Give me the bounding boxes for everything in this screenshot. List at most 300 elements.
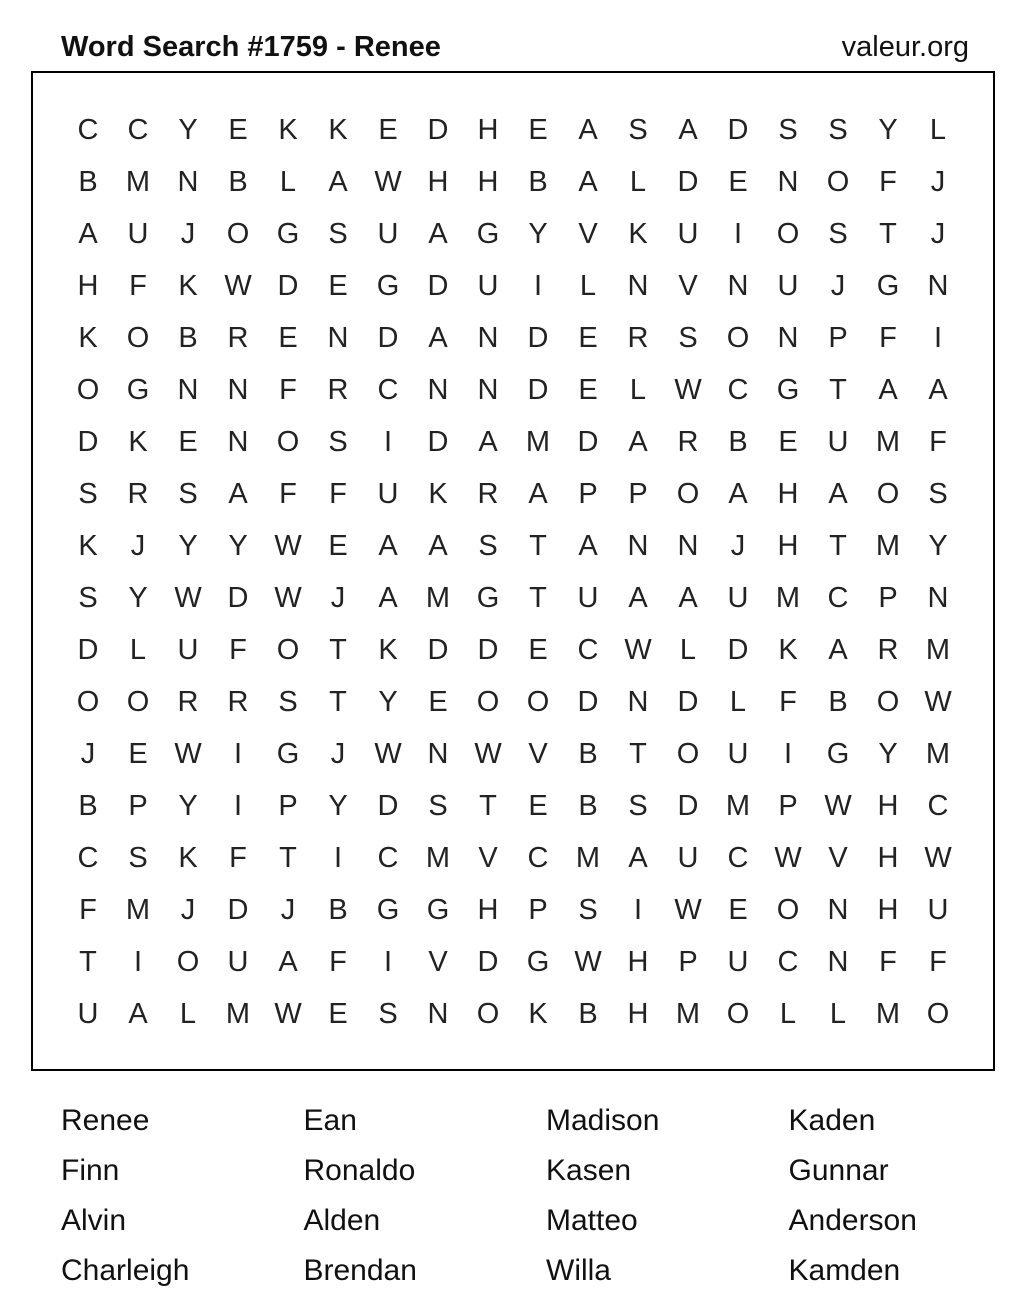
grid-letter[interactable]: I (733, 218, 743, 250)
grid-letter[interactable]: M (225, 998, 251, 1030)
grid-letter[interactable]: J (930, 166, 946, 198)
grid-letter[interactable]: N (627, 686, 649, 718)
grid-letter[interactable]: A (478, 426, 498, 458)
grid-letter[interactable]: S (628, 114, 648, 146)
grid-letter[interactable]: T (329, 686, 347, 718)
grid-letter[interactable]: P (578, 478, 598, 510)
grid-letter[interactable]: H (477, 114, 499, 146)
grid-letter[interactable]: U (127, 218, 149, 250)
grid-letter[interactable]: D (377, 790, 399, 822)
grid-letter[interactable]: W (274, 530, 302, 562)
grid-letter[interactable]: G (126, 374, 150, 406)
grid-letter[interactable]: Y (178, 530, 198, 562)
grid-letter[interactable]: D (677, 790, 699, 822)
grid-letter[interactable]: U (477, 270, 499, 302)
grid-letter[interactable]: R (877, 634, 899, 666)
grid-letter[interactable]: A (928, 374, 948, 406)
grid-letter[interactable]: W (924, 842, 952, 874)
grid-letter[interactable]: M (675, 998, 701, 1030)
grid-letter[interactable]: F (279, 374, 297, 406)
grid-letter[interactable]: V (678, 270, 698, 302)
grid-letter[interactable]: V (578, 218, 598, 250)
grid-letter[interactable]: A (678, 114, 698, 146)
grid-letter[interactable]: C (927, 790, 949, 822)
grid-letter[interactable]: L (779, 998, 797, 1030)
grid-letter[interactable]: T (879, 218, 897, 250)
grid-letter[interactable]: J (80, 738, 96, 770)
grid-letter[interactable]: A (628, 582, 648, 614)
grid-letter[interactable]: A (428, 530, 448, 562)
grid-letter[interactable]: A (278, 946, 298, 978)
grid-letter[interactable]: N (427, 374, 449, 406)
grid-letter[interactable]: W (674, 894, 702, 926)
grid-letter[interactable]: O (126, 686, 150, 718)
grid-letter[interactable]: T (829, 530, 847, 562)
grid-letter[interactable]: K (328, 114, 348, 146)
grid-letter[interactable]: P (628, 478, 648, 510)
grid-letter[interactable]: N (777, 322, 799, 354)
grid-letter[interactable]: M (875, 998, 901, 1030)
grid-letter[interactable]: K (128, 426, 148, 458)
grid-letter[interactable]: E (528, 790, 548, 822)
grid-letter[interactable]: W (374, 166, 402, 198)
grid-letter[interactable]: Y (328, 790, 348, 822)
grid-letter[interactable]: J (180, 894, 196, 926)
grid-letter[interactable]: F (329, 946, 347, 978)
grid-letter[interactable]: F (79, 894, 97, 926)
grid-letter[interactable]: L (629, 166, 647, 198)
grid-letter[interactable]: J (130, 530, 146, 562)
grid-letter[interactable]: W (274, 582, 302, 614)
grid-letter[interactable]: J (930, 218, 946, 250)
grid-letter[interactable]: T (79, 946, 97, 978)
grid-letter[interactable]: N (177, 166, 199, 198)
grid-letter[interactable]: R (177, 686, 199, 718)
grid-letter[interactable]: U (727, 738, 749, 770)
grid-letter[interactable]: D (527, 322, 549, 354)
grid-letter[interactable]: S (778, 114, 798, 146)
grid-letter[interactable]: H (777, 530, 799, 562)
grid-letter[interactable]: K (178, 842, 198, 874)
grid-letter[interactable]: O (826, 166, 850, 198)
grid-letter[interactable]: G (476, 582, 500, 614)
grid-letter[interactable]: T (629, 738, 647, 770)
grid-letter[interactable]: O (126, 322, 150, 354)
grid-letter[interactable]: M (425, 842, 451, 874)
grid-letter[interactable]: L (579, 270, 597, 302)
grid-letter[interactable]: A (628, 842, 648, 874)
grid-letter[interactable]: Y (528, 218, 548, 250)
grid-letter[interactable]: H (877, 842, 899, 874)
grid-letter[interactable]: G (376, 894, 400, 926)
grid-letter[interactable]: W (274, 998, 302, 1030)
grid-letter[interactable]: I (383, 426, 393, 458)
grid-letter[interactable]: T (329, 634, 347, 666)
grid-letter[interactable]: O (476, 998, 500, 1030)
grid-letter[interactable]: I (383, 946, 393, 978)
grid-letter[interactable]: C (377, 842, 399, 874)
grid-letter[interactable]: T (279, 842, 297, 874)
grid-letter[interactable]: J (830, 270, 846, 302)
grid-letter[interactable]: S (678, 322, 698, 354)
grid-letter[interactable]: G (826, 738, 850, 770)
grid-letter[interactable]: C (727, 842, 749, 874)
grid-letter[interactable]: Y (928, 530, 948, 562)
grid-letter[interactable]: U (177, 634, 199, 666)
grid-letter[interactable]: S (628, 790, 648, 822)
grid-letter[interactable]: D (527, 374, 549, 406)
grid-letter[interactable]: K (378, 634, 398, 666)
grid-letter[interactable]: U (77, 998, 99, 1030)
grid-letter[interactable]: P (528, 894, 548, 926)
grid-letter[interactable]: E (578, 322, 598, 354)
grid-letter[interactable]: G (276, 218, 300, 250)
grid-letter[interactable]: E (528, 634, 548, 666)
grid-letter[interactable]: C (827, 582, 849, 614)
grid-letter[interactable]: D (277, 270, 299, 302)
grid-letter[interactable]: S (478, 530, 498, 562)
grid-letter[interactable]: B (578, 790, 598, 822)
grid-letter[interactable]: U (727, 946, 749, 978)
grid-letter[interactable]: L (729, 686, 747, 718)
grid-letter[interactable]: S (428, 790, 448, 822)
grid-letter[interactable]: C (77, 842, 99, 874)
grid-letter[interactable]: M (875, 530, 901, 562)
grid-letter[interactable]: D (427, 114, 449, 146)
grid-letter[interactable]: V (428, 946, 448, 978)
grid-letter[interactable]: P (828, 322, 848, 354)
grid-letter[interactable]: U (677, 218, 699, 250)
grid-letter[interactable]: C (77, 114, 99, 146)
grid-letter[interactable]: O (676, 738, 700, 770)
grid-letter[interactable]: V (478, 842, 498, 874)
grid-letter[interactable]: N (427, 998, 449, 1030)
grid-letter[interactable]: N (927, 270, 949, 302)
grid-letter[interactable]: G (376, 270, 400, 302)
grid-letter[interactable]: F (279, 478, 297, 510)
grid-letter[interactable]: F (229, 634, 247, 666)
grid-letter[interactable]: J (730, 530, 746, 562)
grid-letter[interactable]: A (528, 478, 548, 510)
grid-letter[interactable]: F (929, 426, 947, 458)
grid-letter[interactable]: A (328, 166, 348, 198)
grid-letter[interactable]: V (528, 738, 548, 770)
grid-letter[interactable]: E (328, 270, 348, 302)
grid-letter[interactable]: U (577, 582, 599, 614)
grid-letter[interactable]: G (526, 946, 550, 978)
grid-letter[interactable]: B (78, 790, 98, 822)
grid-letter[interactable]: F (779, 686, 797, 718)
grid-letter[interactable]: S (328, 426, 348, 458)
grid-letter[interactable]: Y (178, 790, 198, 822)
grid-letter[interactable]: K (78, 530, 98, 562)
grid-letter[interactable]: D (577, 686, 599, 718)
grid-letter[interactable]: D (377, 322, 399, 354)
grid-letter[interactable]: F (229, 842, 247, 874)
grid-letter[interactable]: R (127, 478, 149, 510)
grid-letter[interactable]: A (128, 998, 148, 1030)
grid-letter[interactable]: C (127, 114, 149, 146)
grid-letter[interactable]: H (477, 894, 499, 926)
grid-letter[interactable]: M (575, 842, 601, 874)
grid-letter[interactable]: N (627, 270, 649, 302)
grid-letter[interactable]: U (827, 426, 849, 458)
grid-letter[interactable]: I (233, 790, 243, 822)
grid-letter[interactable]: B (578, 998, 598, 1030)
grid-letter[interactable]: R (677, 426, 699, 458)
grid-letter[interactable]: J (330, 582, 346, 614)
grid-letter[interactable]: S (128, 842, 148, 874)
grid-letter[interactable]: W (474, 738, 502, 770)
grid-letter[interactable]: N (727, 270, 749, 302)
grid-letter[interactable]: L (929, 114, 947, 146)
grid-letter[interactable]: L (129, 634, 147, 666)
grid-letter[interactable]: B (78, 166, 98, 198)
grid-letter[interactable]: M (125, 166, 151, 198)
grid-letter[interactable]: F (879, 166, 897, 198)
grid-letter[interactable]: B (528, 166, 548, 198)
grid-letter[interactable]: K (628, 218, 648, 250)
grid-letter[interactable]: S (578, 894, 598, 926)
grid-letter[interactable]: D (477, 634, 499, 666)
grid-letter[interactable]: A (578, 166, 598, 198)
grid-letter[interactable]: B (328, 894, 348, 926)
grid-letter[interactable]: V (828, 842, 848, 874)
grid-letter[interactable]: E (528, 114, 548, 146)
grid-letter[interactable]: N (477, 374, 499, 406)
grid-letter[interactable]: O (276, 426, 300, 458)
grid-letter[interactable]: I (933, 322, 943, 354)
grid-letter[interactable]: E (128, 738, 148, 770)
grid-letter[interactable]: R (477, 478, 499, 510)
grid-letter[interactable]: O (776, 894, 800, 926)
grid-letter[interactable]: N (827, 946, 849, 978)
grid-letter[interactable]: A (878, 374, 898, 406)
grid-letter[interactable]: U (377, 478, 399, 510)
grid-letter[interactable]: W (774, 842, 802, 874)
grid-letter[interactable]: A (828, 478, 848, 510)
grid-letter[interactable]: E (378, 114, 398, 146)
grid-letter[interactable]: O (726, 998, 750, 1030)
grid-letter[interactable]: U (927, 894, 949, 926)
grid-letter[interactable]: M (775, 582, 801, 614)
grid-letter[interactable]: H (777, 478, 799, 510)
grid-letter[interactable]: M (925, 634, 951, 666)
grid-letter[interactable]: O (776, 218, 800, 250)
grid-letter[interactable]: D (227, 582, 249, 614)
grid-letter[interactable]: A (578, 530, 598, 562)
grid-letter[interactable]: N (477, 322, 499, 354)
grid-letter[interactable]: W (924, 686, 952, 718)
grid-letter[interactable]: Y (128, 582, 148, 614)
grid-letter[interactable]: C (577, 634, 599, 666)
grid-letter[interactable]: D (427, 270, 449, 302)
grid-letter[interactable]: E (228, 114, 248, 146)
grid-letter[interactable]: N (677, 530, 699, 562)
grid-letter[interactable]: H (877, 790, 899, 822)
grid-letter[interactable]: O (276, 634, 300, 666)
grid-letter[interactable]: Y (378, 686, 398, 718)
grid-letter[interactable]: P (878, 582, 898, 614)
grid-letter[interactable]: O (76, 374, 100, 406)
grid-letter[interactable]: O (226, 218, 250, 250)
grid-letter[interactable]: D (427, 634, 449, 666)
grid-letter[interactable]: P (778, 790, 798, 822)
grid-letter[interactable]: S (928, 478, 948, 510)
grid-letter[interactable]: S (178, 478, 198, 510)
grid-letter[interactable]: O (876, 686, 900, 718)
grid-letter[interactable]: U (777, 270, 799, 302)
grid-letter[interactable]: O (926, 998, 950, 1030)
grid-letter[interactable]: N (927, 582, 949, 614)
grid-letter[interactable]: D (677, 166, 699, 198)
grid-letter[interactable]: S (828, 114, 848, 146)
grid-letter[interactable]: A (78, 218, 98, 250)
grid-letter[interactable]: F (879, 322, 897, 354)
grid-letter[interactable]: K (778, 634, 798, 666)
grid-letter[interactable]: N (327, 322, 349, 354)
grid-letter[interactable]: J (180, 218, 196, 250)
grid-letter[interactable]: F (879, 946, 897, 978)
grid-letter[interactable]: W (674, 374, 702, 406)
grid-letter[interactable]: B (228, 166, 248, 198)
grid-letter[interactable]: K (428, 478, 448, 510)
grid-letter[interactable]: G (426, 894, 450, 926)
grid-letter[interactable]: R (227, 322, 249, 354)
grid-letter[interactable]: D (677, 686, 699, 718)
grid-letter[interactable]: T (529, 582, 547, 614)
grid-letter[interactable]: T (829, 374, 847, 406)
grid-letter[interactable]: Y (878, 738, 898, 770)
grid-letter[interactable]: A (628, 426, 648, 458)
grid-letter[interactable]: A (428, 322, 448, 354)
grid-letter[interactable]: R (227, 686, 249, 718)
grid-letter[interactable]: N (627, 530, 649, 562)
grid-letter[interactable]: U (677, 842, 699, 874)
grid-letter[interactable]: N (827, 894, 849, 926)
grid-letter[interactable]: T (479, 790, 497, 822)
grid-letter[interactable]: G (476, 218, 500, 250)
grid-letter[interactable]: E (728, 166, 748, 198)
grid-letter[interactable]: G (776, 374, 800, 406)
grid-letter[interactable]: S (378, 998, 398, 1030)
grid-letter[interactable]: I (633, 894, 643, 926)
grid-letter[interactable]: Y (878, 114, 898, 146)
grid-letter[interactable]: O (76, 686, 100, 718)
grid-letter[interactable]: W (824, 790, 852, 822)
grid-letter[interactable]: E (728, 894, 748, 926)
grid-letter[interactable]: C (377, 374, 399, 406)
grid-letter[interactable]: J (280, 894, 296, 926)
grid-letter[interactable]: K (278, 114, 298, 146)
grid-letter[interactable]: B (578, 738, 598, 770)
grid-letter[interactable]: L (629, 374, 647, 406)
grid-letter[interactable]: U (727, 582, 749, 614)
grid-letter[interactable]: P (678, 946, 698, 978)
grid-letter[interactable]: A (428, 218, 448, 250)
grid-letter[interactable]: E (578, 374, 598, 406)
grid-letter[interactable]: H (427, 166, 449, 198)
grid-letter[interactable]: R (627, 322, 649, 354)
grid-letter[interactable]: H (77, 270, 99, 302)
grid-letter[interactable]: B (178, 322, 198, 354)
grid-letter[interactable]: P (278, 790, 298, 822)
grid-letter[interactable]: A (728, 478, 748, 510)
grid-letter[interactable]: F (329, 478, 347, 510)
grid-letter[interactable]: D (77, 634, 99, 666)
grid-letter[interactable]: D (727, 114, 749, 146)
grid-letter[interactable]: N (227, 374, 249, 406)
grid-letter[interactable]: H (477, 166, 499, 198)
grid-letter[interactable]: U (227, 946, 249, 978)
grid-letter[interactable]: M (875, 426, 901, 458)
grid-letter[interactable]: O (676, 478, 700, 510)
grid-letter[interactable]: A (378, 530, 398, 562)
grid-letter[interactable]: E (278, 322, 298, 354)
grid-letter[interactable]: D (427, 426, 449, 458)
grid-letter[interactable]: J (330, 738, 346, 770)
grid-letter[interactable]: F (129, 270, 147, 302)
grid-letter[interactable]: N (177, 374, 199, 406)
grid-letter[interactable]: M (525, 426, 551, 458)
grid-letter[interactable]: D (77, 426, 99, 458)
grid-letter[interactable]: A (228, 478, 248, 510)
grid-letter[interactable]: U (377, 218, 399, 250)
grid-letter[interactable]: C (777, 946, 799, 978)
grid-letter[interactable]: O (876, 478, 900, 510)
grid-letter[interactable]: A (578, 114, 598, 146)
grid-letter[interactable]: N (227, 426, 249, 458)
grid-letter[interactable]: I (133, 946, 143, 978)
grid-letter[interactable]: I (533, 270, 543, 302)
grid-letter[interactable]: M (725, 790, 751, 822)
grid-letter[interactable]: S (78, 478, 98, 510)
grid-letter[interactable]: L (279, 166, 297, 198)
grid-letter[interactable]: H (877, 894, 899, 926)
grid-letter[interactable]: W (574, 946, 602, 978)
grid-letter[interactable]: S (828, 218, 848, 250)
grid-letter[interactable]: D (227, 894, 249, 926)
grid-letter[interactable]: G (876, 270, 900, 302)
grid-letter[interactable]: E (428, 686, 448, 718)
grid-letter[interactable]: C (527, 842, 549, 874)
grid-letter[interactable]: K (178, 270, 198, 302)
grid-letter[interactable]: E (178, 426, 198, 458)
grid-letter[interactable]: S (78, 582, 98, 614)
grid-letter[interactable]: P (128, 790, 148, 822)
grid-letter[interactable]: B (728, 426, 748, 458)
grid-letter[interactable]: N (777, 166, 799, 198)
grid-letter[interactable]: F (929, 946, 947, 978)
grid-letter[interactable]: W (174, 582, 202, 614)
grid-letter[interactable]: O (476, 686, 500, 718)
grid-letter[interactable]: M (425, 582, 451, 614)
grid-letter[interactable]: O (726, 322, 750, 354)
grid-letter[interactable]: L (179, 998, 197, 1030)
grid-letter[interactable]: W (224, 270, 252, 302)
grid-letter[interactable]: Y (228, 530, 248, 562)
grid-letter[interactable]: O (176, 946, 200, 978)
grid-letter[interactable]: M (125, 894, 151, 926)
grid-letter[interactable]: D (577, 426, 599, 458)
grid-letter[interactable]: G (276, 738, 300, 770)
grid-letter[interactable]: E (328, 530, 348, 562)
grid-letter[interactable]: I (233, 738, 243, 770)
grid-letter[interactable]: S (278, 686, 298, 718)
grid-letter[interactable]: B (828, 686, 848, 718)
grid-letter[interactable]: A (378, 582, 398, 614)
grid-letter[interactable]: A (678, 582, 698, 614)
